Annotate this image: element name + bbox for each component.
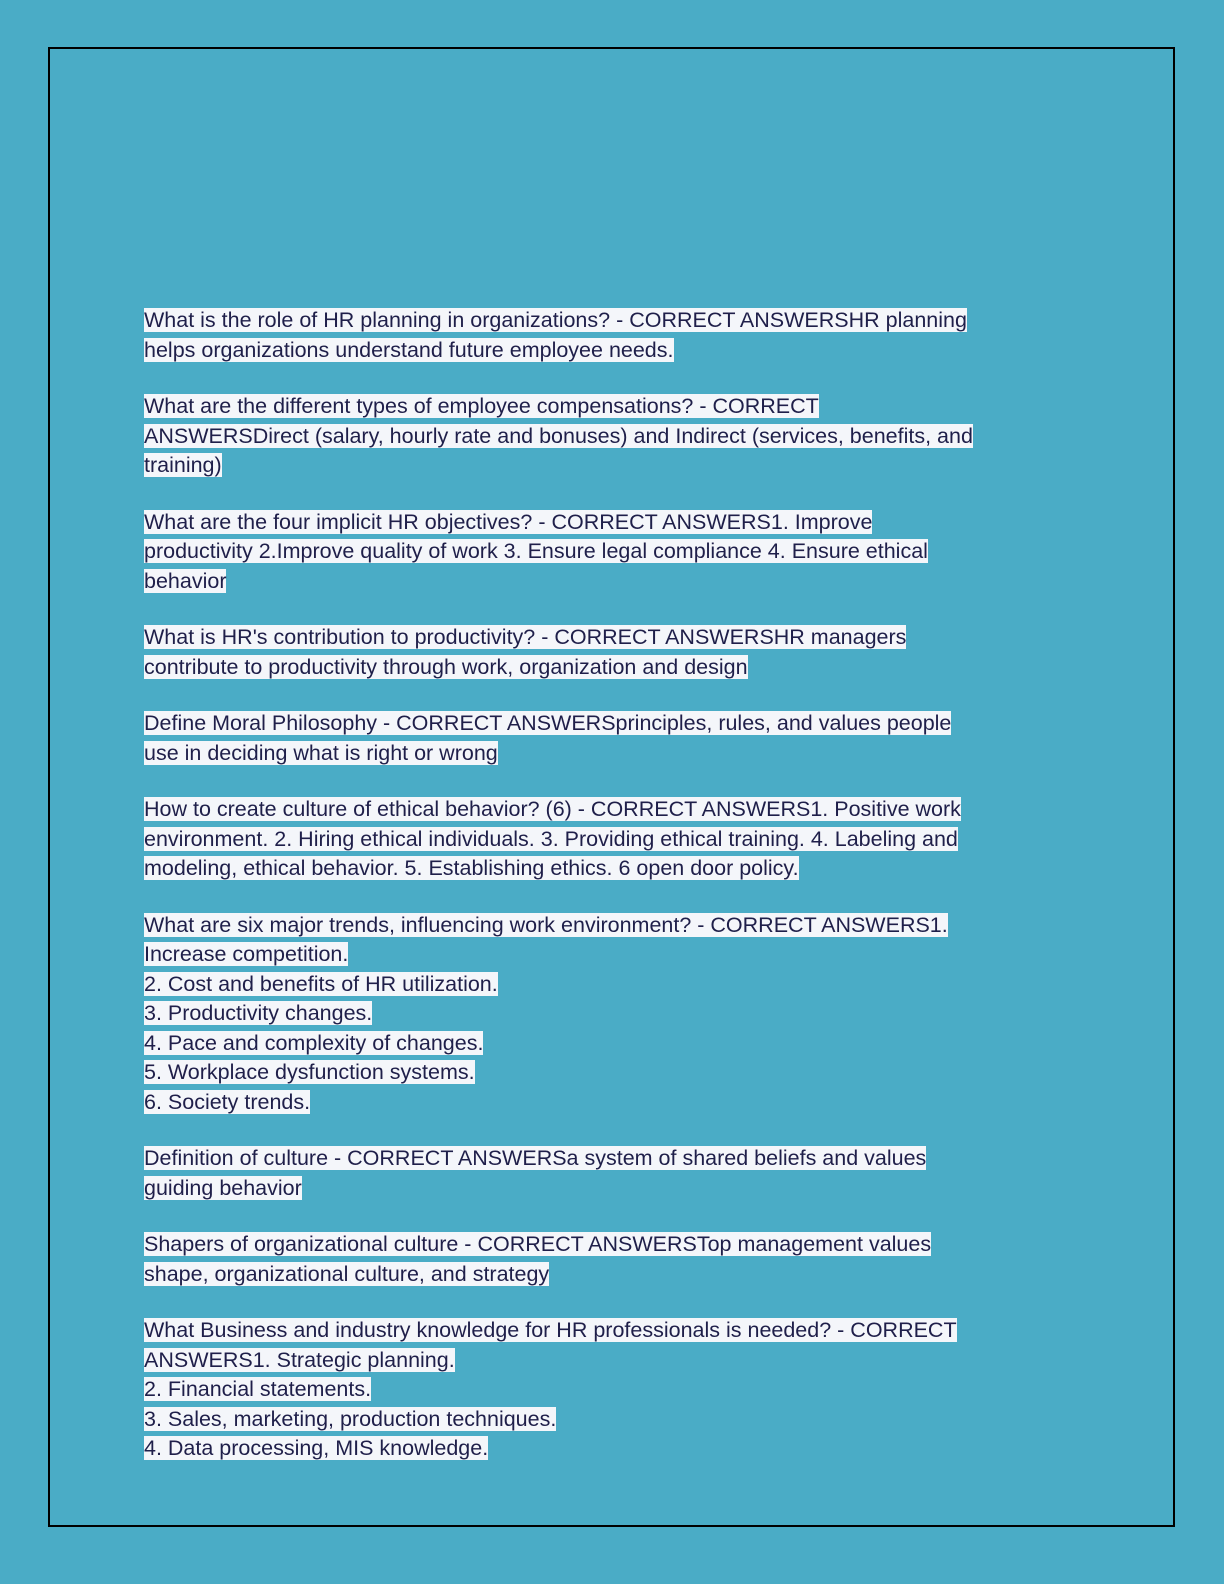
text-line: Increase competition. xyxy=(144,942,349,966)
text-line: 4. Data processing, MIS knowledge. xyxy=(144,1436,489,1460)
text-line: What is HR's contribution to productivity? - CORRECT ANSWERSHR managers xyxy=(144,625,907,649)
qa-entry xyxy=(144,1145,1084,1204)
qa-entry xyxy=(144,710,1084,769)
text-line: ANSWERS1. Strategic planning. xyxy=(144,1347,455,1372)
text-line: What Business and industry knowledge for HR professionals is needed? - CORRECT xyxy=(144,1318,957,1342)
text-line: 6. Society trends. xyxy=(144,1089,311,1114)
text-line: What are the four implicit HR objectives? - CORRECT ANSWERS1. Improve xyxy=(144,509,873,534)
text-line: environment. 2. Hiring ethical individuals. 3. Providing ethical training. 4. Labeling and xyxy=(144,826,958,851)
text-line: use in deciding what is right or wrong xyxy=(144,740,498,765)
document-body xyxy=(144,307,1084,1492)
text-line: shape, organizational culture, and strategy xyxy=(144,1261,550,1286)
text-line: ANSWERSDirect (salary, hourly rate and bonuses) and Indirect (services, benefits, and xyxy=(144,423,973,448)
text-line: 3. Productivity changes. xyxy=(144,1001,373,1025)
text-line: 5. Workplace dysfunction systems. xyxy=(144,1060,475,1084)
text-line: behavior xyxy=(144,568,227,593)
text-line: 3. Sales, marketing, production techniques. xyxy=(144,1406,557,1431)
text-line: Definition of culture - CORRECT ANSWERSa system of shared beliefs and values xyxy=(144,1146,927,1170)
text-line: 4. Pace and complexity of changes. xyxy=(144,1030,484,1055)
text-line: training) xyxy=(144,453,222,477)
text-line: How to create culture of ethical behavior? (6) - CORRECT ANSWERS1. Positive work xyxy=(144,797,961,821)
qa-entry xyxy=(144,509,1084,598)
text-line: 2. Financial statements. xyxy=(144,1377,372,1401)
qa-entry xyxy=(144,796,1084,885)
text-line: contribute to productivity through work, organization and design xyxy=(144,654,748,679)
qa-entry xyxy=(144,393,1084,482)
text-line: helps organizations understand future employee needs. xyxy=(144,337,674,362)
qa-entry xyxy=(144,1317,1084,1465)
text-line: modeling, ethical behavior. 5. Establishing ethics. 6 open door policy. xyxy=(144,856,799,880)
text-line: 2. Cost and benefits of HR utilization. xyxy=(144,971,498,996)
text-line: What are the different types of employee compensations? - CORRECT xyxy=(144,394,819,418)
qa-entry xyxy=(144,1231,1084,1290)
text-line: Define Moral Philosophy - CORRECT ANSWERSprinciples, rules, and values people xyxy=(144,711,952,735)
text-line: productivity 2.Improve quality of work 3. Ensure legal compliance 4. Ensure ethical xyxy=(144,539,928,563)
text-line: Shapers of organizational culture - CORRECT ANSWERSTop management values xyxy=(144,1232,932,1256)
text-line: guiding behavior xyxy=(144,1175,302,1200)
qa-entry xyxy=(144,624,1084,683)
text-line: What is the role of HR planning in organizations? - CORRECT ANSWERSHR planning xyxy=(144,308,967,332)
qa-entry xyxy=(144,912,1084,1119)
qa-entry xyxy=(144,307,1084,366)
text-line: What are six major trends, influencing work environment? - CORRECT ANSWERS1. xyxy=(144,912,948,937)
